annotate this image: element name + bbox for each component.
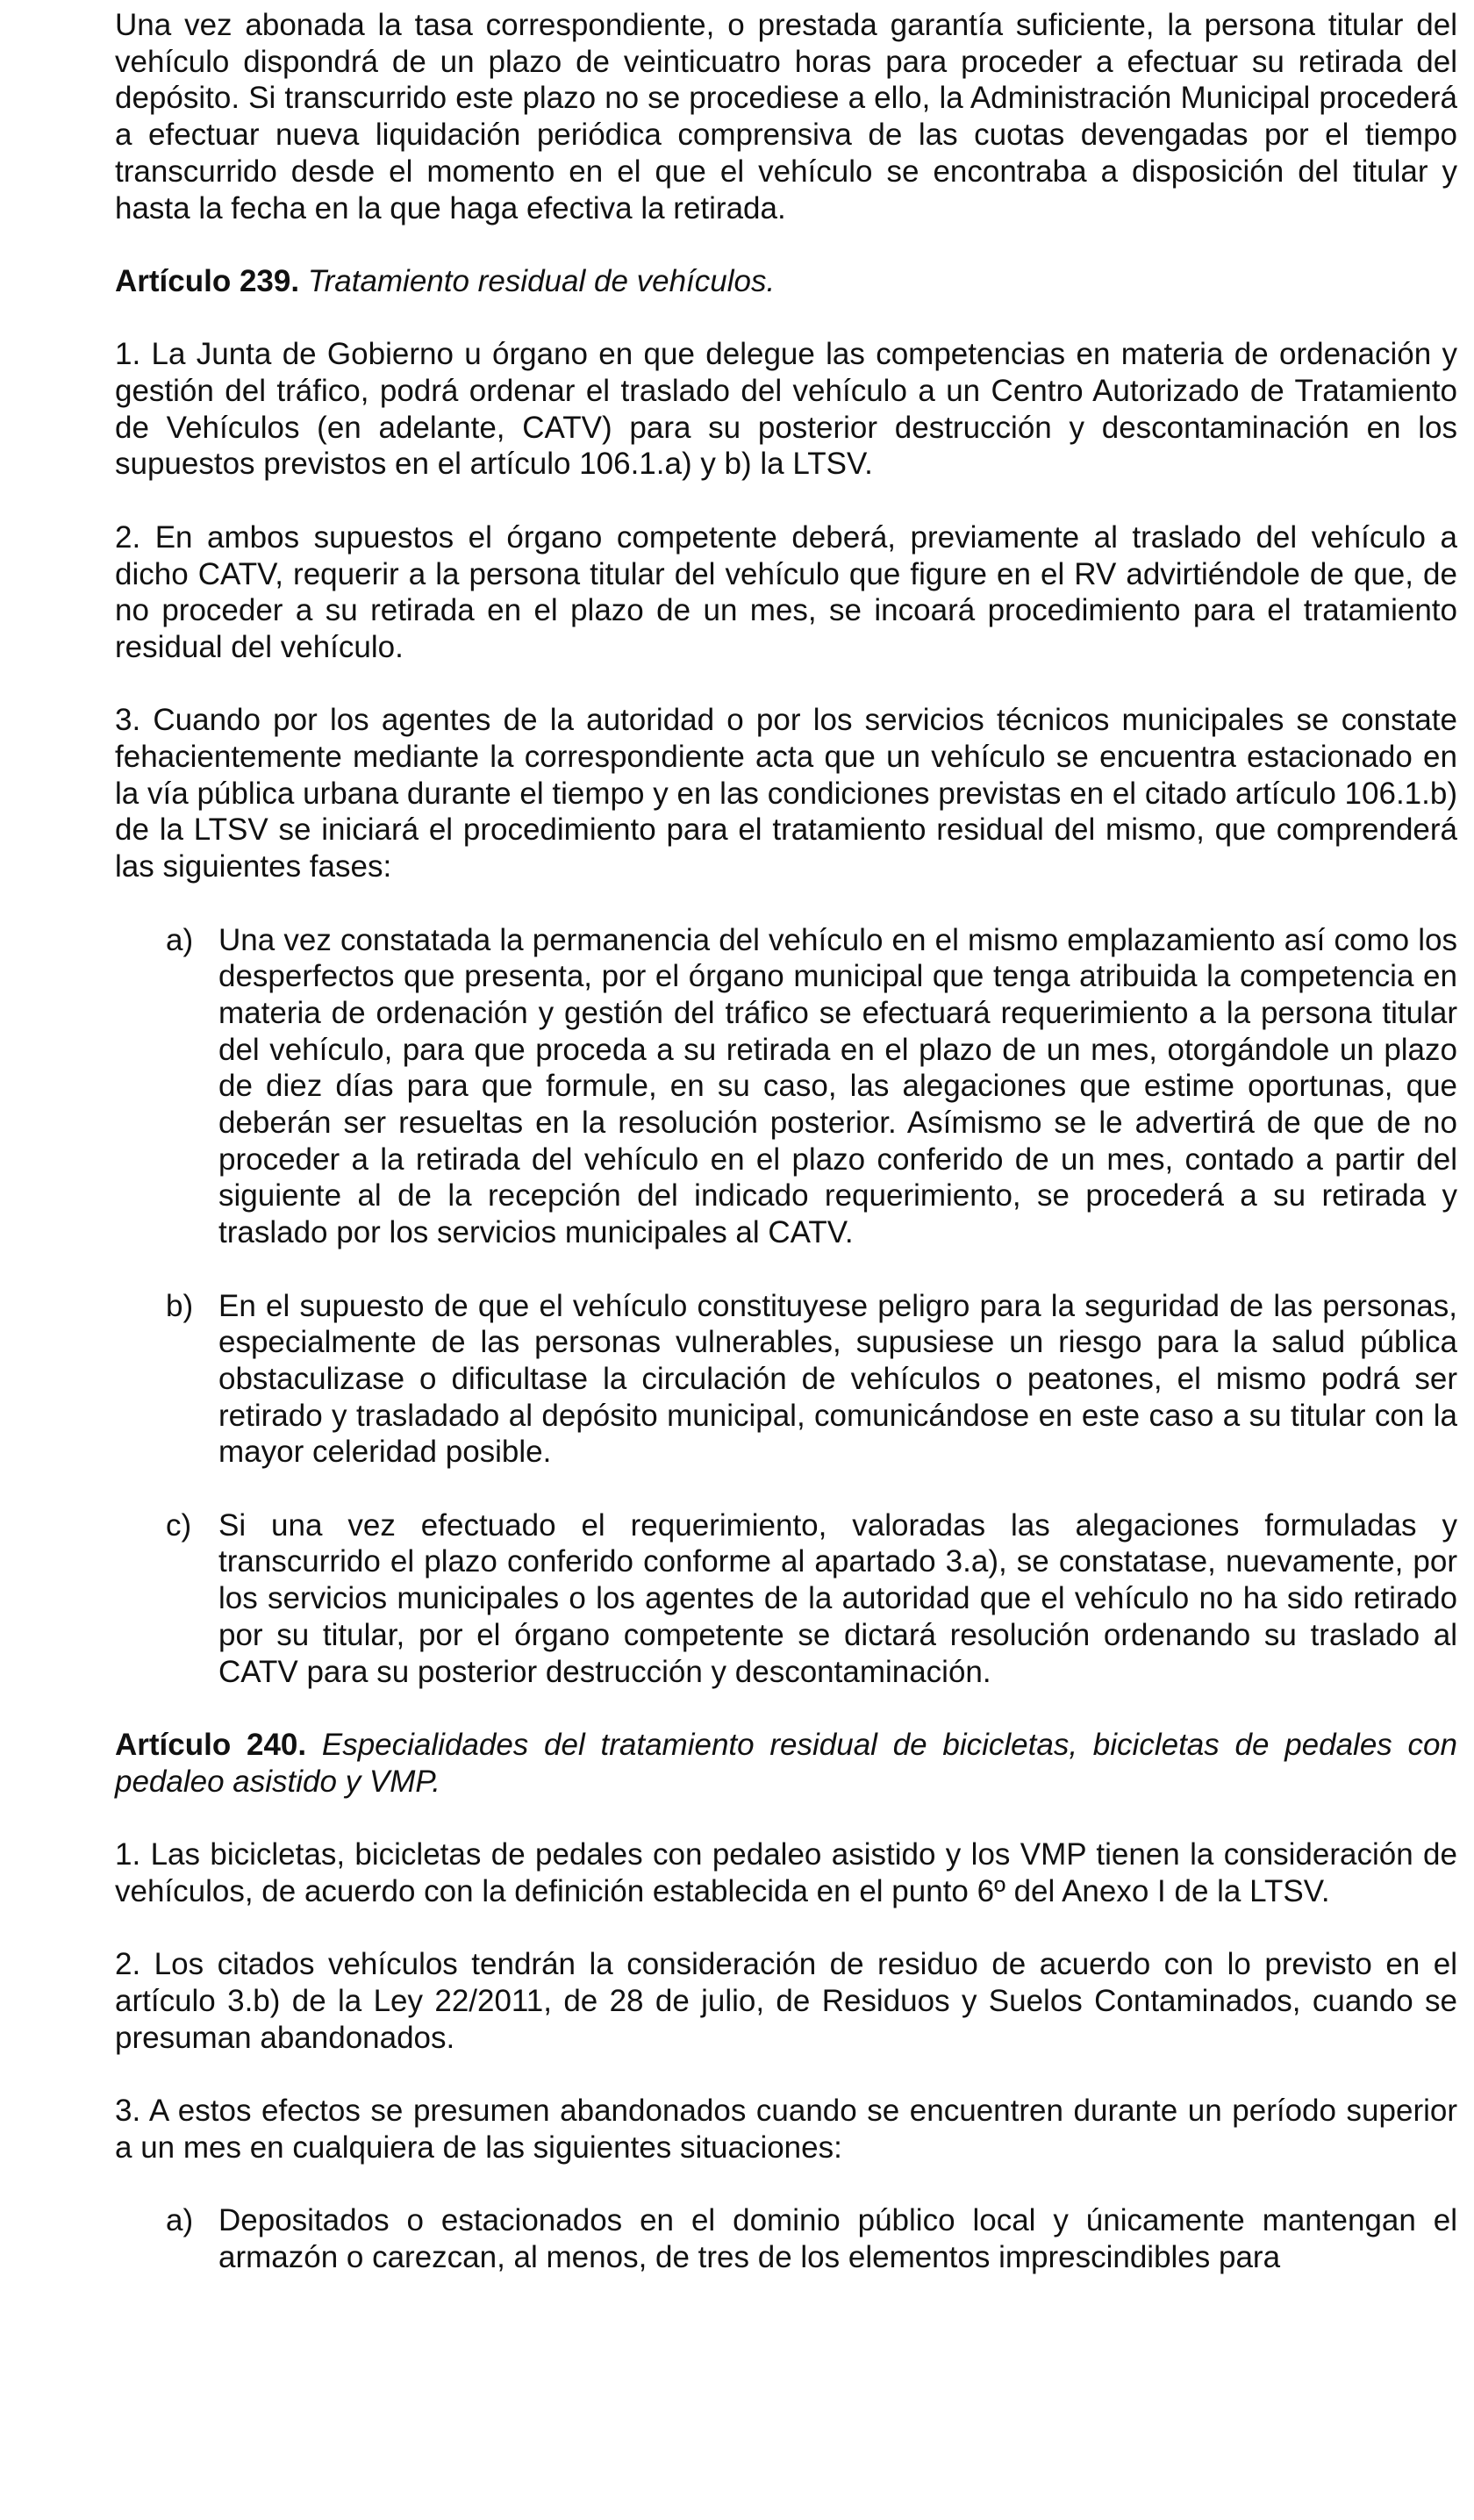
article-240-heading [115,1727,1457,1800]
document-page [115,7,1457,2275]
article-239-number: Artículo 239. [115,263,300,298]
list-item-marker: a) [166,2203,194,2237]
article-239-paragraph-1: 1. La Junta de Gobierno u órgano en que delegue las competencias en materia de ordenación y gestión del tráfico, podrá ordenar el traslado del vehículo a un Centro Autorizado de Tratamiento de Vehículos (en adelante, CATV) para su posterior destrucción y descontaminación en los supuestos previstos en el artículo 106.1.a) y b) la LTSV. [115,337,1457,482]
article-240-paragraph-3: 3. A estos efectos se presumen abandonados cuando se encuentren durante un período superior a un mes en cualquiera de las siguientes situaciones: [115,2093,1457,2165]
article-239-heading [115,263,1457,300]
article-240-paragraph-2: 2. Los citados vehículos tendrán la consideración de residuo de acuerdo con lo previsto en el artículo 3.b) de la Ley 22/2011, de 28 de julio, de Residuos y Suelos Contaminados, cuando se presuman abandonados. [115,1947,1457,2055]
list-item-text: Si una vez efectuado el requerimiento, valoradas las alegaciones formuladas y transcurrido el plazo conferido conforme al apartado 3.a), se constatase, nuevamente, por los servicios municipales o los agentes de la autoridad que el vehículo no ha sido retirado por su titular, por el órgano competente se dictará resolución ordenando su traslado al CATV para su posterior destrucción y descontaminación. [218,1507,1457,1689]
list-item [115,2202,1457,2275]
list-item-text: Depositados o estacionados en el dominio público local y únicamente mantengan el armazón o carezcan, al menos, de tres de los elementos imprescindibles para [218,2203,1457,2274]
article-239-title: Tratamiento residual de vehículos. [307,263,776,298]
article-240-title: Especialidades del tratamiento residual de bicicletas, bicicletas de pedales con pedaleo asistido y VMP. [115,1727,1457,1799]
article-240-item-list [115,2202,1457,2275]
article-240-paragraph-1: 1. Las bicicletas, bicicletas de pedales con pedaleo asistido y los VMP tienen la consideración de vehículos, de acuerdo con la definición establecida en el punto 6º del Anexo I de la LTSV. [115,1837,1457,1908]
article-239-paragraph-3: 3. Cuando por los agentes de la autoridad o por los servicios técnicos municipales se constate fehacientemente mediante la correspondiente acta que un vehículo se encuentra estacionado en la vía pública urbana durante el tiempo y en las condiciones previstas en el citado artículo 106.1.b) de la LTSV se iniciará el procedimiento para el tratamiento residual del mismo, que comprenderá las siguientes fases: [115,703,1457,884]
intro-paragraph: Una vez abonada la tasa correspondiente, o prestada garantía suficiente, la persona titular del vehículo dispondrá de un plazo de veinticuatro horas para proceder a efectuar su retirada del depósito. Si transcurrido este plazo no se procediese a ello, la Administración Municipal procederá a efectuar nueva liquidación periódica comprensiva de las cuotas devengadas por el tiempo transcurrido desde el momento en el que el vehículo se encontraba a disposición del titular y hasta la fecha en la que haga efectiva la retirada. [115,8,1457,226]
list-item-marker: a) [166,922,194,957]
list-item [115,922,1457,1251]
list-item [115,1288,1457,1471]
article-240-number: Artículo 240. [115,1727,307,1762]
article-239-item-list [115,922,1457,1691]
list-item-text: Una vez constatada la permanencia del vehículo en el mismo emplazamiento así como los desperfectos que presenta, por el órgano municipal que tenga atribuida la competencia en materia de ordenación y gestión del tráfico se efectuará requerimiento a la persona titular del vehículo, para que proceda a su retirada en el plazo de un mes, otorgándole un plazo de diez días para que formule, en su caso, las alegaciones que estime oportunas, que deberán ser resueltas en la resolución posterior. Asímismo se le advertirá de que de no proceder a la retirada del vehículo en el plazo conferido de un mes, contado a partir del siguiente al de la recepción del indicado requerimiento, se procederá a su retirada y traslado por los servicios municipales al CATV. [218,922,1457,1250]
article-239-paragraph-2: 2. En ambos supuestos el órgano competente deberá, previamente al traslado del vehículo a dicho CATV, requerir a la persona titular del vehículo que figure en el RV advirtiéndole de que, de no proceder a su retirada en el plazo de un mes, se incoará procedimiento para el tratamiento residual del vehículo. [115,519,1457,664]
list-item-marker: c) [166,1507,192,1543]
list-item-text: En el supuesto de que el vehículo constituyese peligro para la seguridad de las personas, especialmente de las personas vulnerables, supusiese un riesgo para la salud pública obstaculizase o dificultase la circulación de vehículos o peatones, el mismo podrá ser retirado y trasladado al depósito municipal, comunicándose en este caso a su titular con la mayor celeridad posible. [218,1288,1457,1470]
list-item [115,1507,1457,1691]
list-item-marker: b) [166,1288,194,1323]
